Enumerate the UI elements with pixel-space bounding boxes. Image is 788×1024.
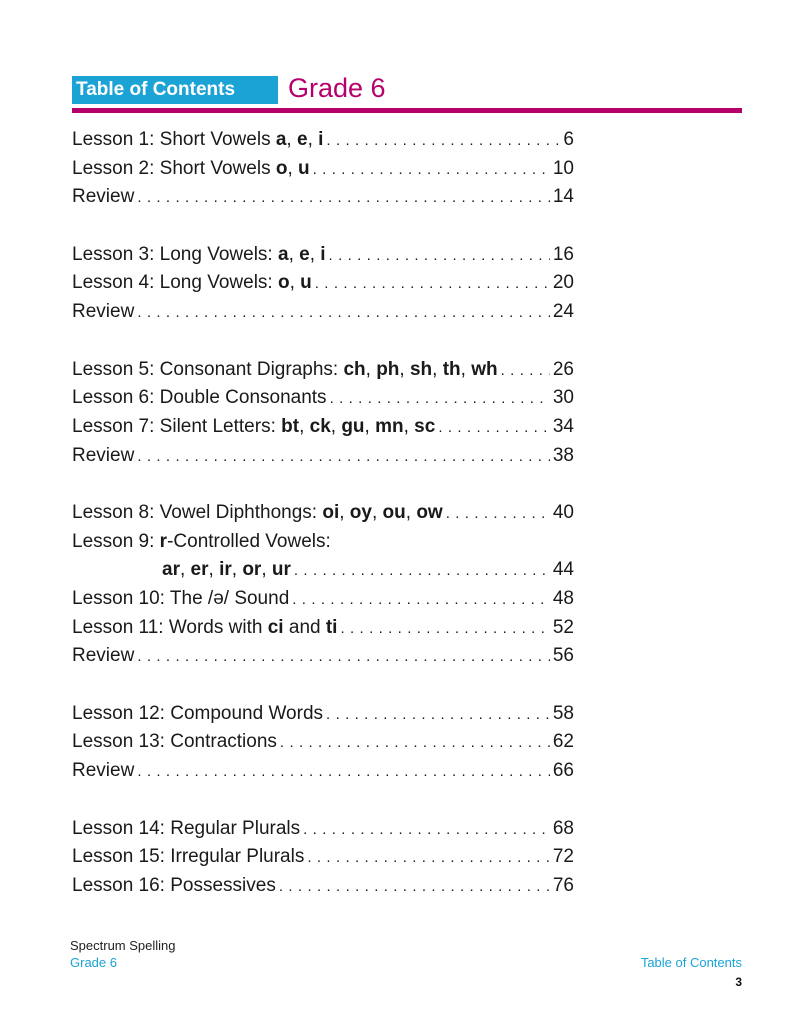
dot-leader	[280, 729, 550, 757]
toc-entry[interactable]	[72, 700, 574, 729]
toc-entry-title: Lesson 8: Vowel Diphthongs: oi, oy, ou, ow	[72, 501, 443, 523]
toc-entry-title	[72, 442, 134, 471]
toc-entry-title	[72, 843, 304, 872]
toc-entry-title	[72, 815, 300, 844]
toc-entry-text: Lesson 10: The /ə/ Sound	[72, 588, 290, 609]
toc-entry[interactable]	[72, 843, 574, 872]
toc-entry-letter-pattern: e	[296, 129, 308, 150]
group-spacer	[72, 786, 574, 815]
footer-grade: Grade 6	[70, 955, 117, 970]
toc-entry-text: Lesson 5: Consonant Digraphs:	[72, 358, 344, 380]
dot-leader	[137, 758, 550, 786]
dot-leader	[340, 615, 549, 643]
toc-entry-letter-pattern: u	[300, 272, 312, 294]
toc-page-number: 20	[552, 272, 574, 294]
toc-entry-text: Review	[72, 186, 135, 208]
toc-entry[interactable]	[72, 126, 574, 155]
toc-entry-text: Lesson 1: Short Vowels	[72, 129, 276, 150]
dot-leader	[313, 156, 550, 184]
toc-page-number: 38	[552, 444, 574, 466]
toc-entry[interactable]	[72, 241, 574, 270]
table-of-contents	[72, 126, 574, 901]
toc-entry-letter-pattern: ir	[219, 559, 232, 581]
toc-entry-text: Lesson 13: Contractions	[72, 731, 277, 753]
dot-leader	[501, 357, 550, 385]
toc-entry-text: Lesson 12: Compound Words	[72, 702, 324, 724]
toc-entry-title: Lesson 2: Short Vowels o, u	[72, 157, 310, 179]
toc-entry[interactable]	[72, 442, 574, 471]
toc-entry-text: Lesson 4: Long Vowels:	[72, 272, 278, 294]
toc-entry[interactable]	[72, 356, 574, 385]
toc-entry-title: Lesson 1: Short Vowels a, e, i	[72, 129, 324, 150]
toc-entry[interactable]	[72, 269, 574, 298]
toc-entry-letter-pattern: a	[277, 243, 289, 265]
group-spacer	[72, 470, 574, 499]
toc-entry[interactable]	[72, 815, 574, 844]
dot-leader	[292, 586, 550, 614]
toc-entry-text: Lesson 8: Vowel Diphthongs:	[72, 501, 323, 523]
group-spacer	[72, 327, 574, 356]
toc-entry[interactable]	[72, 642, 574, 671]
toc-entry-text: Review	[72, 760, 135, 782]
toc-entry-letter-pattern: oi	[322, 501, 340, 523]
toc-entry-title: ar, er, ir, or, ur	[162, 559, 291, 581]
toc-page-number: 76	[552, 874, 574, 896]
toc-page-number: 30	[552, 387, 574, 409]
dot-leader	[326, 701, 550, 729]
toc-entry-letter-pattern: ou	[382, 501, 406, 523]
toc-page-number: 34	[552, 415, 574, 437]
toc-page-number: 44	[552, 559, 574, 581]
toc-entry-text: Review	[72, 444, 135, 466]
group-spacer	[72, 212, 574, 241]
toc-entry-letter-pattern: ck	[309, 415, 331, 437]
toc-entry[interactable]	[72, 585, 574, 614]
toc-page-number: 48	[552, 588, 574, 609]
toc-entry-letter-pattern: ur	[271, 559, 291, 581]
toc-entry-title	[72, 585, 289, 614]
toc-entry[interactable]	[72, 872, 574, 901]
toc-entry-text: Lesson 6: Double Consonants	[72, 387, 327, 409]
toc-entry-letter-pattern: sc	[414, 415, 436, 437]
toc-page-number: 58	[552, 702, 574, 724]
toc-page-number: 68	[552, 817, 574, 839]
toc-entry[interactable]	[72, 499, 574, 528]
footer-series-title: Spectrum Spelling	[70, 938, 176, 953]
dot-leader	[446, 500, 550, 528]
toc-entry-title	[72, 384, 327, 413]
toc-entry-text: Lesson 15: Irregular Plurals	[72, 846, 305, 868]
toc-entry-letter-pattern: ow	[416, 501, 443, 523]
group-spacer	[72, 671, 574, 700]
toc-entry-title: Lesson 3: Long Vowels: a, e, i	[72, 243, 326, 265]
toc-page-number: 66	[552, 760, 574, 782]
toc-page-number: 56	[552, 645, 574, 667]
toc-entry-title: Lesson 5: Consonant Digraphs: ch, ph, sh, th, wh	[72, 358, 498, 380]
page-number: 3	[735, 975, 742, 989]
toc-entry-letter-pattern: th	[442, 358, 461, 380]
toc-entry-letter-pattern: r	[159, 530, 168, 552]
toc-entry-title	[72, 757, 134, 786]
toc-entry[interactable]	[72, 728, 574, 757]
toc-entry-title	[72, 528, 331, 557]
dot-leader	[137, 299, 550, 327]
dot-leader	[303, 816, 550, 844]
toc-entry-letter-pattern: u	[298, 157, 310, 179]
dot-leader	[329, 242, 550, 270]
toc-entry-title: Lesson 7: Silent Letters: bt, ck, gu, mn, sc	[72, 415, 436, 437]
toc-page-number: 24	[552, 301, 574, 323]
toc-page-number: 40	[552, 501, 574, 523]
toc-entry-letter-pattern: or	[242, 559, 262, 581]
toc-entry-title	[72, 728, 277, 757]
toc-entry-letter-pattern: i	[318, 129, 324, 150]
dot-leader	[137, 443, 550, 471]
toc-entry-letter-pattern: i	[320, 243, 326, 265]
toc-page-number: 14	[552, 186, 574, 208]
toc-entry-letter-pattern: o	[277, 272, 290, 294]
dot-leader	[137, 643, 550, 671]
toc-entry-text: Lesson 7: Silent Letters:	[72, 415, 282, 437]
dot-leader	[330, 385, 550, 413]
toc-entry[interactable]	[72, 556, 574, 585]
toc-entry-letter-pattern: a	[275, 129, 287, 150]
toc-entry-title	[72, 642, 134, 671]
toc-page-number: 52	[552, 616, 574, 638]
toc-entry-text: and	[283, 616, 326, 638]
dot-leader	[307, 844, 550, 872]
toc-entry-letter-pattern: sh	[409, 358, 433, 380]
toc-entry[interactable]	[72, 183, 574, 212]
toc-entry-letter-pattern: gu	[341, 415, 365, 437]
toc-entry[interactable]	[72, 298, 574, 327]
toc-entry[interactable]	[72, 614, 574, 643]
toc-entry-letter-pattern: ar	[162, 559, 180, 581]
toc-entry-text: Review	[72, 645, 135, 667]
toc-entry-title	[72, 183, 134, 212]
toc-entry-title: Lesson 4: Long Vowels: o, u	[72, 272, 312, 294]
grade-title: Grade 6	[288, 73, 386, 103]
toc-entry[interactable]	[72, 384, 574, 413]
toc-entry[interactable]	[72, 413, 574, 442]
footer-section-title: Table of Contents	[640, 955, 742, 970]
toc-entry-letter-pattern: er	[190, 559, 209, 581]
toc-page-number: 16	[552, 243, 574, 265]
toc-page-number: 6	[563, 129, 574, 150]
section-badge: Table of Contents	[72, 76, 278, 104]
toc-entry-letter-pattern: oy	[349, 501, 372, 523]
toc-entry-letter-pattern: wh	[471, 358, 498, 380]
toc-entry-letter-pattern: ph	[376, 358, 400, 380]
toc-entry-text: Lesson 14: Regular Plurals	[72, 817, 301, 839]
toc-entry-letter-pattern: bt	[281, 415, 300, 437]
toc-entry-title	[72, 872, 276, 901]
toc-page-number: 10	[552, 157, 574, 179]
toc-entry-text: -Controlled Vowels:	[167, 530, 331, 552]
page-header	[72, 72, 742, 114]
toc-entry-title	[72, 700, 323, 729]
toc-entry-letter-pattern: mn	[375, 415, 404, 437]
toc-entry-text: Lesson 9:	[72, 530, 160, 552]
toc-entry-letter-pattern: ci	[267, 616, 284, 638]
toc-entry-text: Lesson 3: Long Vowels:	[72, 243, 278, 265]
toc-page-number: 72	[552, 846, 574, 868]
toc-entry-letter-pattern: e	[299, 243, 310, 265]
toc-entry[interactable]	[72, 757, 574, 786]
toc-entry-text: Lesson 16: Possessives	[72, 874, 276, 896]
dot-leader	[279, 873, 550, 901]
toc-entry-letter-pattern: o	[275, 157, 288, 179]
toc-entry[interactable]	[72, 528, 574, 557]
toc-entry[interactable]	[72, 155, 574, 184]
toc-entry-title	[72, 614, 337, 643]
toc-entry-title	[72, 298, 134, 327]
toc-entry-letter-pattern: ti	[325, 616, 338, 638]
toc-entry-text: Review	[72, 301, 135, 323]
dot-leader	[294, 557, 550, 585]
toc-entry-letter-pattern: ch	[343, 358, 366, 380]
dot-leader	[137, 184, 550, 212]
toc-entry-text: Lesson 11: Words with	[72, 616, 268, 638]
toc-page-number: 62	[552, 731, 574, 753]
dot-leader	[438, 414, 550, 442]
toc-page-number: 26	[552, 358, 574, 380]
dot-leader	[326, 127, 560, 155]
dot-leader	[315, 270, 550, 298]
toc-entry-text: Lesson 2: Short Vowels	[72, 157, 276, 179]
header-divider	[72, 108, 742, 113]
